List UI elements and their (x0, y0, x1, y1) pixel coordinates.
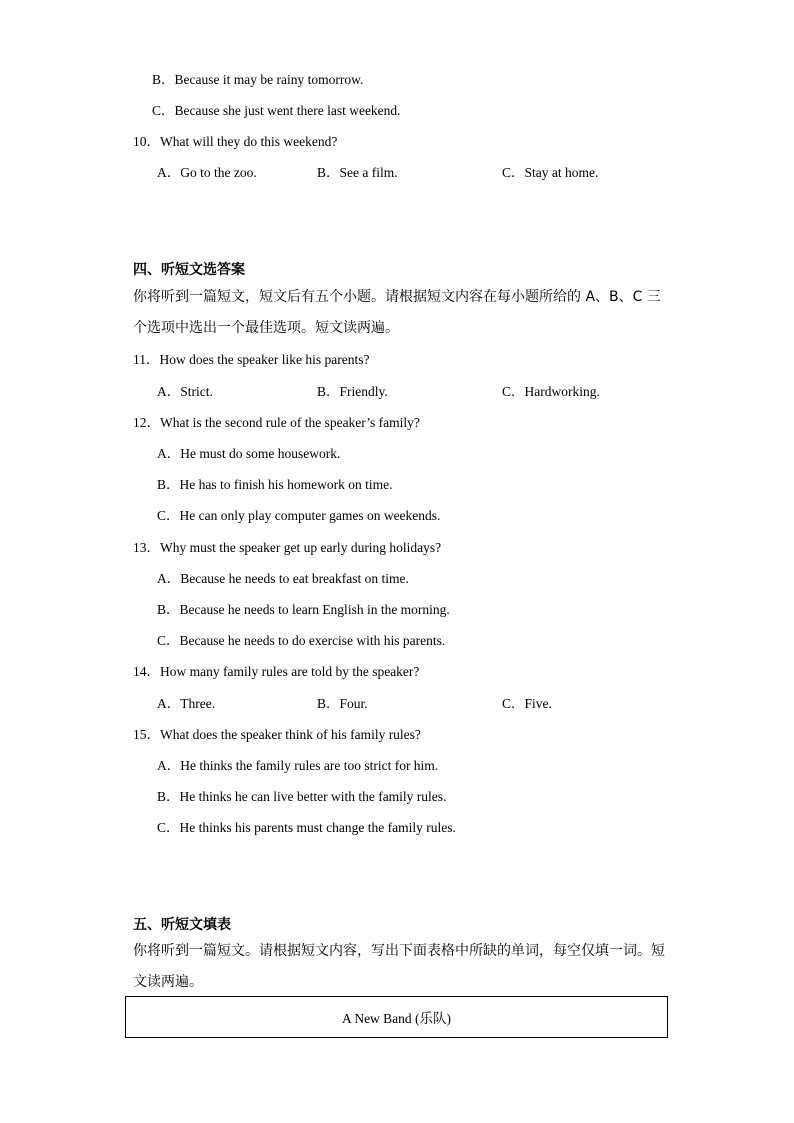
q9-option-c: C．Because she just went there last weekend. (152, 103, 401, 118)
q10-option-c: C．Stay at home. (502, 165, 599, 180)
section5-title: 五、听短文填表 (133, 917, 231, 933)
section4-instruction-line2: 个选项中选出一个最佳选项。短文读两遍。 (133, 320, 399, 336)
q12-question: 12．What is the second rule of the speaker’s family? (133, 415, 420, 430)
q14-option-b: B．Four. (317, 696, 368, 711)
q13-option-b: B．Because he needs to learn English in the morning. (157, 602, 450, 617)
section5-instruction-line2: 文读两遍。 (133, 974, 203, 990)
q12-option-c: C．He can only play computer games on weekends. (157, 508, 441, 523)
q13-question: 13．Why must the speaker get up early during holidays? (133, 540, 442, 555)
q13-option-a: A．Because he needs to eat breakfast on time. (157, 571, 409, 586)
q15-question: 15．What does the speaker think of his family rules? (133, 727, 421, 742)
q10-question: 10．What will they do this weekend? (133, 134, 338, 149)
q9-option-b: B．Because it may be rainy tomorrow. (152, 72, 364, 87)
section5-instruction-line1: 你将听到一篇短文。请根据短文内容，写出下面表格中所缺的单词，每空仅填一词。短 (133, 943, 665, 959)
q15-option-b: B．He thinks he can live better with the family rules. (157, 789, 447, 804)
q10-option-a: A．Go to the zoo. (157, 165, 257, 180)
q13-option-c: C．Because he needs to do exercise with his parents. (157, 633, 446, 648)
band-table-title: A New Band (乐队) (341, 1011, 452, 1026)
q11-option-c: C．Hardworking. (502, 384, 600, 399)
q11-question: 11．How does the speaker like his parents? (133, 352, 370, 367)
q14-option-c: C．Five. (502, 696, 552, 711)
q14-question: 14．How many family rules are told by the speaker? (133, 664, 420, 679)
q15-option-a: A．He thinks the family rules are too strict for him. (157, 758, 439, 773)
q12-option-b: B．He has to finish his homework on time. (157, 477, 393, 492)
q11-option-b: B．Friendly. (317, 384, 388, 399)
q12-option-a: A．He must do some housework. (157, 446, 341, 461)
q11-option-a: A．Strict. (157, 384, 213, 399)
q14-option-a: A．Three. (157, 696, 216, 711)
q15-option-c: C．He thinks his parents must change the family rules. (157, 820, 456, 835)
section4-title: 四、听短文选答案 (133, 262, 245, 278)
section4-instruction-line1: 你将听到一篇短文，短文后有五个小题。请根据短文内容在每小题所给的 A、B、C 三 (133, 289, 661, 305)
band-table (125, 996, 668, 1038)
q10-option-b: B．See a film. (317, 165, 398, 180)
